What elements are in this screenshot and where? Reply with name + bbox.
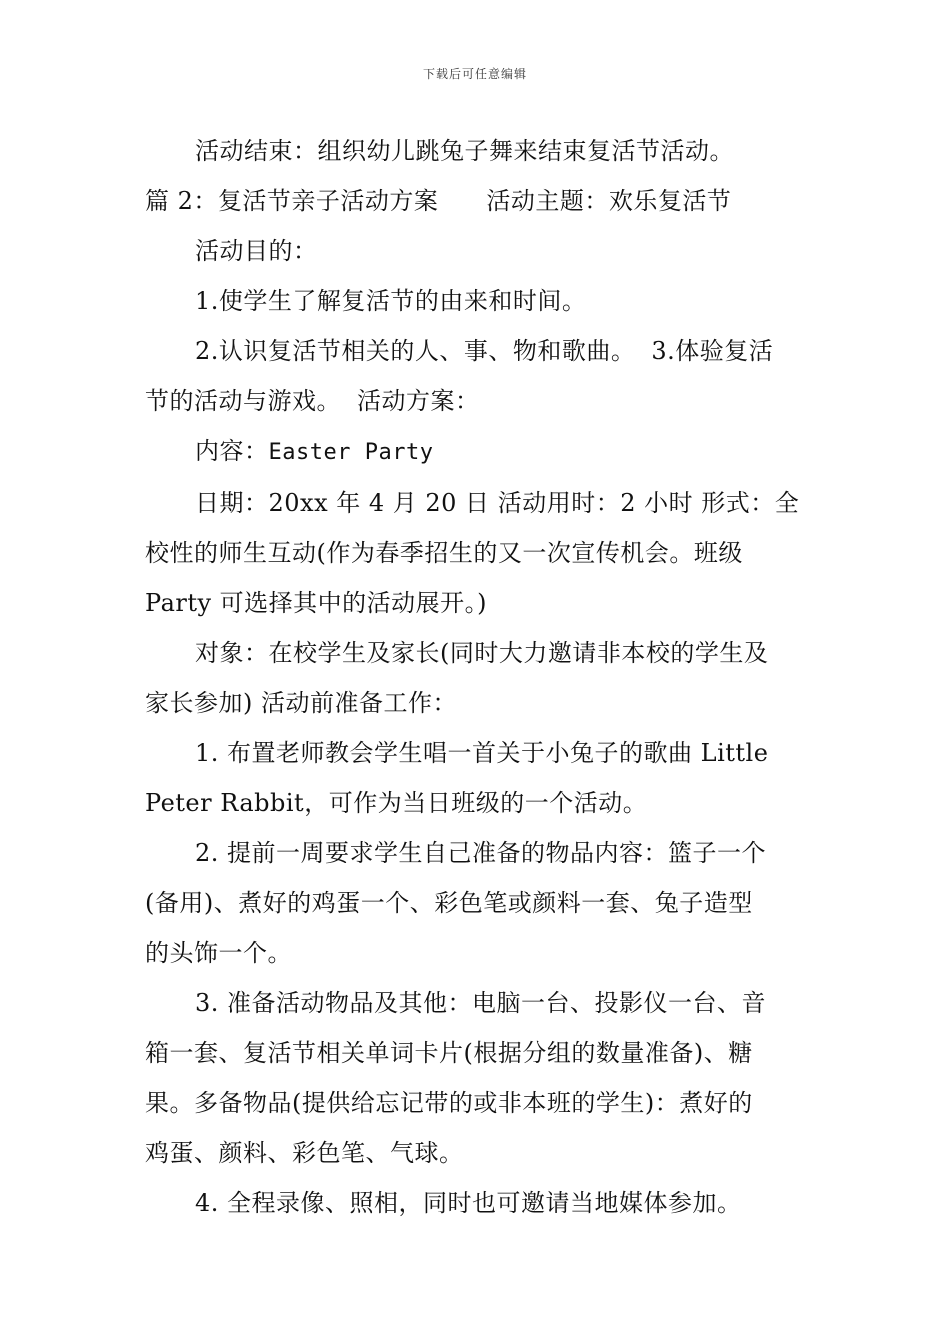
purpose-3-text: 3.体验复活 [651,337,774,365]
paragraph-prep-1-cont: Peter Rabbit，可作为当日班级的一个活动。 [145,789,648,817]
paragraph-prep-2: 2. 提前一周要求学生自己准备的物品内容：篮子一个 [195,839,767,867]
paragraph-purpose-1: 1.使学生了解复活节的由来和时间。 [195,287,587,315]
paragraph-format-cont: 校性的师生互动(作为春季招生的又一次宣传机会。班级 [145,539,743,567]
paragraph-content [145,426,810,478]
paragraph-prep-3: 3. 准备活动物品及其他：电脑一台、投影仪一台、音 [195,989,767,1017]
paragraph-party: Party 可选择其中的活动展开。) [145,589,488,617]
page-header-note: 下载后可任意编辑 [422,67,527,81]
document-body [145,126,810,1228]
purpose-2-text: 2.认识复活节相关的人、事、物和歌曲。 [195,337,636,365]
paragraph-date: 日期：20xx 年 4 月 20 日 活动用时：2 小时 形式：全 [195,489,800,517]
paragraph-prep-4: 4. 全程录像、照相，同时也可邀请当地媒体参加。 [195,1189,742,1217]
paragraph-activity-end: 活动结束：组织幼儿跳兔子舞来结束复活节活动。 [195,137,734,165]
paragraph-prep-2-cont: (备用)、煮好的鸡蛋一个、彩色笔或颜料一套、兔子造型 [145,889,753,917]
paragraph-prep-3-cont-2: 果。多备物品(提供给忘记带的或非本班的学生)：煮好的 [145,1089,753,1117]
paragraph-purpose-2 [145,326,810,376]
activity-plan-heading: 活动方案： [357,387,480,415]
content-label: 内容： [195,437,269,465]
paragraph-audience: 对象：在校学生及家长(同时大力邀请非本校的学生及 [195,639,769,667]
paragraph-purpose-3-cont [145,376,810,426]
activity-theme: 活动主题：欢乐复活节 [486,187,732,215]
content-value: Easter Party [268,440,434,465]
paragraph-section-title [145,176,810,226]
paragraph-prep-3-end: 鸡蛋、颜料、彩色笔、气球。 [145,1139,464,1167]
paragraph-purpose-heading: 活动目的： [195,237,318,265]
paragraph-prep-3-cont: 箱一套、复活节相关单词卡片(根据分组的数量准备)、糖 [145,1039,753,1067]
section-title: 篇 2：复活节亲子活动方案 [145,187,439,215]
paragraph-prep-2-end: 的头饰一个。 [145,939,292,967]
paragraph-audience-cont: 家长参加) 活动前准备工作： [145,689,457,717]
paragraph-prep-1: 1. 布置老师教会学生唱一首关于小兔子的歌曲 Little [195,739,769,767]
purpose-3-continued: 节的活动与游戏。 [145,387,341,415]
